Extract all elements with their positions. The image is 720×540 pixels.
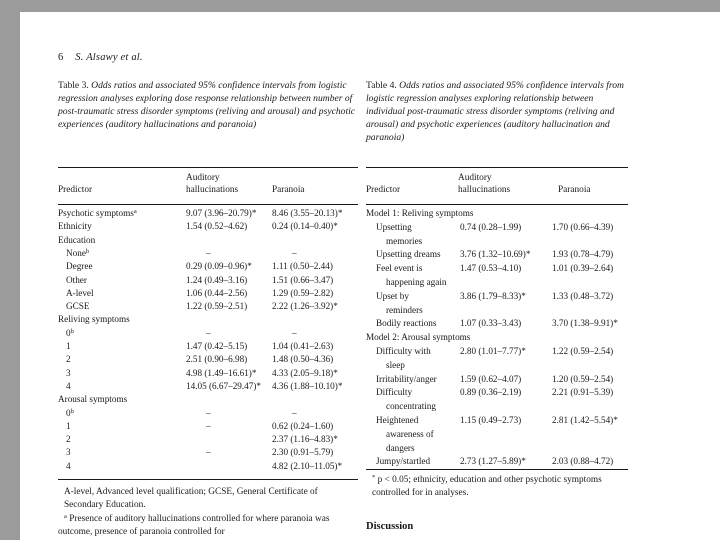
table4-footnote — [372, 474, 628, 499]
paranoia-cell: 2.03 (0.88–4.72) — [552, 456, 614, 467]
table-row — [366, 429, 628, 443]
predictor-cell: Other — [66, 274, 87, 285]
predictor-cell: Psychotic symptoms$^a$ — [58, 208, 137, 218]
table-row — [58, 381, 358, 394]
paranoia-cell: 1.01 (0.39–2.64) — [552, 263, 614, 274]
predictor-cell: dangers — [386, 442, 415, 453]
auditory-cell: 1.24 (0.49–3.16) — [186, 274, 248, 285]
predictor-cell: concentrating — [386, 401, 436, 412]
table-row — [366, 263, 628, 277]
auditory-cell: – — [206, 247, 211, 258]
paranoia-cell: 8.46 (3.55–20.13)* — [272, 208, 343, 218]
table-row — [366, 401, 628, 415]
table3-footnote-a — [58, 513, 358, 538]
predictor-cell: Bodily reactions — [376, 318, 437, 329]
journal-page — [20, 12, 720, 540]
paranoia-cell: 2.22 (1.26–3.92)* — [272, 301, 338, 312]
table3-footnote-a-text: Presence of auditory hallucinations controlled for where paranoia was outcome, presence of paranoia controlled for — [58, 514, 330, 537]
auditory-cell: – — [206, 327, 211, 338]
table4-header-predictor: Predictor — [366, 185, 401, 195]
paranoia-cell: 4.36 (1.88–10.10)* — [272, 380, 343, 391]
table-row — [366, 236, 628, 250]
table-row — [58, 221, 358, 234]
auditory-cell: 3.76 (1.32–10.69)* — [460, 249, 531, 260]
table4-label: Table 4. — [366, 80, 397, 91]
predictor-cell: 2 — [66, 354, 71, 365]
paranoia-cell: 1.29 (0.59–2.82) — [272, 287, 334, 298]
table-row — [366, 415, 628, 429]
predictor-cell: Degree — [66, 261, 93, 272]
table-row — [58, 288, 358, 301]
paranoia-cell: – — [292, 407, 297, 418]
table3-label: Table 3. — [58, 80, 89, 91]
predictor-cell: Education — [58, 234, 96, 245]
table-row — [366, 305, 628, 319]
predictor-cell: A-level — [66, 287, 94, 298]
predictor-cell: 2 — [66, 434, 71, 445]
auditory-cell: 9.07 (3.96–20.79)* — [186, 208, 257, 218]
auditory-cell: 1.22 (0.59–2.51) — [186, 301, 248, 312]
paranoia-cell: 2.37 (1.16–4.83)* — [272, 434, 338, 445]
table-row — [58, 447, 358, 460]
predictor-cell: GCSE — [66, 301, 90, 312]
table-row — [58, 341, 358, 354]
predictor-cell: Upset by — [376, 290, 409, 301]
table-row — [366, 222, 628, 236]
paranoia-cell: 1.48 (0.50–4.36) — [272, 354, 334, 365]
table3-bottom-rule — [58, 479, 358, 480]
predictor-cell: Ethnicity — [58, 221, 92, 232]
table-row — [58, 394, 358, 407]
paranoia-cell: 2.30 (0.91–5.79) — [272, 447, 334, 458]
table-row — [366, 318, 628, 332]
predictor-cell: Difficulty with — [376, 346, 431, 356]
paranoia-cell: 0.62 (0.24–1.60) — [272, 420, 334, 431]
paranoia-cell: 1.22 (0.59–2.54) — [552, 346, 614, 356]
paranoia-cell: – — [292, 247, 297, 258]
table4-top-rule — [366, 167, 628, 168]
table-row — [366, 249, 628, 263]
predictor-cell: Reliving symptoms — [58, 314, 130, 325]
table3-top-rule — [58, 167, 358, 168]
paranoia-cell: 0.24 (0.14–0.40)* — [272, 221, 338, 232]
auditory-cell: 2.73 (1.27–5.89)* — [460, 456, 526, 467]
table3-header-auditory-line2: hallucinations — [186, 185, 239, 195]
table-row — [366, 291, 628, 305]
table3-header-auditory-line1: Auditory — [186, 173, 220, 183]
predictor-cell: Upsetting dreams — [376, 249, 441, 260]
table-row — [58, 328, 358, 341]
auditory-cell: 4.98 (1.49–16.61)* — [186, 367, 257, 378]
section-heading: Discussion — [366, 521, 414, 532]
predictor-cell: memories — [386, 235, 423, 246]
predictor-cell: 1 — [66, 420, 71, 431]
table3-header-paranoia: Paranoia — [272, 185, 305, 195]
table-row — [366, 208, 628, 222]
table3-footnote-a-mark: a — [64, 513, 67, 520]
table4-header-auditory-line1: Auditory — [458, 173, 492, 183]
table4-caption — [366, 79, 628, 144]
table4-bottom-rule — [366, 469, 628, 470]
auditory-cell: 2.80 (1.01–7.77)* — [460, 346, 526, 356]
table-row — [366, 387, 628, 401]
table3-caption — [58, 79, 358, 131]
predictor-cell: awareness of — [386, 428, 434, 439]
table-row — [58, 354, 358, 367]
auditory-cell: 1.59 (0.62–4.07) — [460, 373, 522, 384]
table-row — [58, 408, 358, 421]
predictor-cell: reminders — [386, 304, 423, 315]
predictor-cell: 3 — [66, 447, 71, 458]
auditory-cell: 1.06 (0.44–2.56) — [186, 287, 248, 298]
predictor-cell: Model 1: Reliving symptoms — [366, 208, 474, 218]
table-row — [58, 248, 358, 261]
page-number: 6 — [58, 52, 64, 63]
auditory-cell: 2.51 (0.90–6.98) — [186, 354, 248, 365]
predictor-cell: 4 — [66, 460, 71, 471]
table-row — [58, 368, 358, 381]
paranoia-cell: 1.04 (0.41–2.63) — [272, 341, 334, 351]
predictor-cell: 0$^b$ — [66, 327, 74, 338]
table4-footnote-text: p < 0.05; ethnicity, education and other psychotic symptoms controlled for in analyses. — [372, 475, 602, 498]
paranoia-cell: 1.33 (0.48–3.72) — [552, 290, 614, 301]
table3-header-rule — [58, 204, 358, 205]
table3-header-predictor: Predictor — [58, 185, 93, 195]
paranoia-cell: 4.33 (2.05–9.18)* — [272, 367, 338, 378]
table3-caption-text: Odds ratios and associated 95% confidence intervals from logistic regression analyses exploring dose response relationship between number of post-traumatic stress disorder symptoms (reliving and arousal) and psychotic experiences (auditory hallucinations and paranoia) — [58, 80, 356, 130]
predictor-cell: Heightened — [376, 415, 419, 425]
auditory-cell: 3.86 (1.79–8.33)* — [460, 290, 526, 301]
table-row — [58, 261, 358, 274]
running-head — [58, 52, 143, 63]
auditory-cell: 1.07 (0.33–3.43) — [460, 318, 522, 329]
auditory-cell: 1.54 (0.52–4.62) — [186, 221, 248, 232]
auditory-cell: 1.47 (0.42–5.15) — [186, 341, 248, 351]
auditory-cell: 0.74 (0.28–1.99) — [460, 221, 522, 232]
table-row — [58, 314, 358, 327]
auditory-cell: – — [206, 407, 211, 418]
paranoia-cell: 1.20 (0.59–2.54) — [552, 373, 614, 384]
table4-caption-text: Odds ratios and associated 95% confidence intervals from logistic regression analyses exploring relationship between individual post-traumatic stress disorder symptoms (reliving and arousal) and psychotic experiences (auditory hallucination and paranoia) — [366, 80, 624, 143]
running-head-authors: S. Alsawy et al. — [75, 52, 143, 63]
predictor-cell: Difficulty — [376, 387, 413, 398]
predictor-cell: happening again — [386, 277, 447, 287]
table3-footnote-abbrev: A-level, Advanced level qualification; GCSE, General Certificate of Secondary Education. — [64, 487, 318, 510]
predictor-cell: Feel event is — [376, 263, 423, 274]
auditory-cell: 1.15 (0.49–2.73) — [460, 415, 522, 425]
table-row — [366, 374, 628, 388]
table4-header-auditory-line2: hallucinations — [458, 185, 511, 195]
auditory-cell: 14.05 (6.67–29.47)* — [186, 380, 262, 391]
predictor-cell: sleep — [386, 359, 405, 370]
paranoia-cell: 1.51 (0.66–3.47) — [272, 274, 334, 285]
table-row — [366, 277, 628, 291]
table-row — [366, 332, 628, 346]
auditory-cell: 1.47 (0.53–4.10) — [460, 263, 522, 274]
table4-footnote-mark: * — [372, 474, 376, 481]
table-row — [58, 208, 358, 221]
table-row — [58, 421, 358, 434]
table-row — [58, 461, 358, 474]
auditory-cell: – — [206, 447, 211, 458]
table-row — [58, 434, 358, 447]
table3-body — [58, 208, 358, 478]
auditory-cell: 0.29 (0.09–0.96)* — [186, 261, 252, 272]
table4-body — [366, 208, 628, 473]
predictor-cell: None$^b$ — [66, 247, 90, 258]
predictor-cell: 4 — [66, 380, 71, 391]
table4-header-auditory — [458, 172, 510, 196]
auditory-cell: – — [206, 420, 211, 431]
predictor-cell: 3 — [66, 367, 71, 378]
table4-header-rule — [366, 204, 628, 205]
paranoia-cell: 4.82 (2.10–11.05)* — [272, 460, 343, 471]
table-row — [366, 346, 628, 360]
paranoia-cell: 1.70 (0.66–4.39) — [552, 221, 614, 232]
predictor-cell: Jumpy/startled — [376, 456, 431, 467]
table-row — [366, 360, 628, 374]
predictor-cell: Arousal symptoms — [58, 394, 128, 405]
predictor-cell: Upsetting — [376, 221, 412, 232]
predictor-cell: 1 — [66, 341, 71, 351]
table4-header-paranoia: Paranoia — [558, 185, 591, 195]
paranoia-cell: 2.81 (1.42–5.54)* — [552, 415, 618, 425]
table-row — [366, 443, 628, 457]
table-row — [58, 235, 358, 248]
table-row — [58, 301, 358, 314]
paranoia-cell: 3.70 (1.38–9.91)* — [552, 318, 618, 329]
paranoia-cell: 1.93 (0.78–4.79) — [552, 249, 614, 260]
table-row — [58, 275, 358, 288]
paranoia-cell: 1.11 (0.50–2.44) — [272, 261, 333, 272]
predictor-cell: Irritability/anger — [376, 373, 437, 384]
table3-header-auditory — [186, 172, 238, 196]
paranoia-cell: 2.21 (0.91–5.39) — [552, 387, 614, 398]
predictor-cell: 0$^b$ — [66, 407, 74, 418]
predictor-cell: Model 2: Arousal symptoms — [366, 332, 471, 343]
auditory-cell: 0.89 (0.36–2.19) — [460, 387, 522, 398]
paranoia-cell: – — [292, 327, 297, 338]
